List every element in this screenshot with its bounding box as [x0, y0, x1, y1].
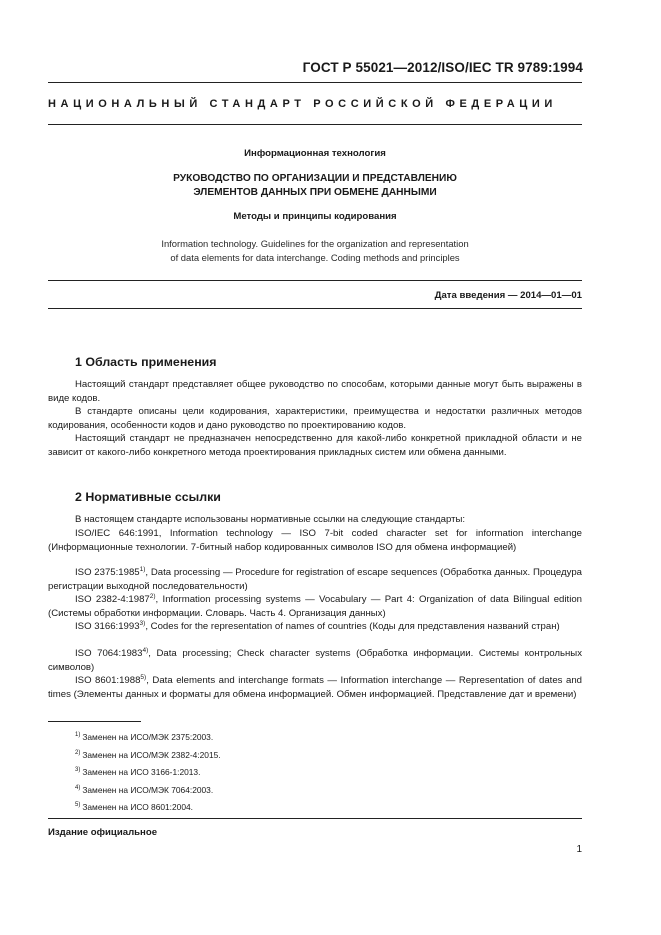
footnote-separator [48, 721, 141, 722]
footnote-mark: 5) [140, 673, 147, 681]
footnote: $^{3)}$ Заменен на ИСО 3166-1:2013. [75, 766, 201, 777]
national-standard-heading: НАЦИОНАЛЬНЫЙ СТАНДАРТ РОССИЙСКОЙ ФЕДЕРАЦИИ [48, 98, 557, 110]
main-title-line2: ЭЛЕМЕНТОВ ДАННЫХ ПРИ ОБМЕНЕ ДАННЫМИ [193, 187, 437, 198]
reference-item: ISO 2382-4:1987$^{2)}$, Information processing systems — Vocabulary — Part 4: Organization of data Bilingual edition (Системы обработки информации. Словарь. Часть 4. Организация данных) [48, 592, 582, 619]
main-title-line1: РУКОВОДСТВО ПО ОРГАНИЗАЦИИ И ПРЕДСТАВЛЕНИЮ [173, 173, 457, 184]
page-number: 1 [576, 844, 582, 855]
footnote: $^{1)}$ Заменен на ИСО/МЭК 2375:2003. [75, 731, 214, 742]
main-title [48, 172, 582, 200]
title-group: Информационная технология [244, 148, 386, 159]
title-rule [48, 280, 582, 281]
footnote: $^{2)}$ Заменен на ИСО/МЭК 2382-4:2015. [75, 749, 221, 760]
date-rule [48, 308, 582, 309]
header-rule [48, 82, 582, 83]
english-title-line1: Information technology. Guidelines for the organization and representation [161, 238, 469, 249]
section1-paragraph: В стандарте описаны цели кодирования, характеристики, преимущества и недостатки различных методов кодирования, особенности кодов и дано руководство по проектированию кодов. [48, 406, 582, 431]
section2-intro: В настоящем стандарте использованы нормативные ссылки на следующие стандарты: [75, 514, 466, 525]
footer-rule [48, 818, 582, 819]
footnotes [48, 727, 582, 815]
footnote: $^{5)}$ Заменен на ИСО 8601:2004. [75, 801, 193, 812]
standard-designation: ГОСТ Р 55021—2012/ISO/IEC TR 9789:1994 [302, 60, 583, 75]
reference-item: ISO 3166:1993$^{3)}$, Codes for the representation of names of countries (Коды для представления названий стран) [75, 619, 560, 632]
reference-item: ISO 8601:1988$^{5)}$, Data elements and interchange formats — Information interchange — Representation of dates and times (Элементы данных и форматы для обмена информацией. Обмен информацией. Представление дат и времени) [48, 673, 583, 700]
footnote: $^{4)}$ Заменен на ИСО/МЭК 7064:2003. [75, 784, 214, 795]
reference-item: ISO 7064:1983$^{4)}$, Data processing; Check character systems (Обработка информации. Системы контрольных символов) [48, 646, 582, 673]
footnote-mark: 4) [142, 646, 149, 654]
section1-paragraph: Настоящий стандарт представляет общее руководство по способам, которыми данные могут быть выражены в виде кодов. [48, 379, 582, 404]
footnote-mark: 2) [149, 592, 156, 600]
footnote-mark: 3) [139, 619, 146, 627]
english-title [48, 237, 582, 265]
section1-paragraph: Настоящий стандарт не предназначен непосредственно для какой-либо конкретной прикладной области и не зависит от какого-либо конкретного метода проектирования прикладных систем или обмена данными. [48, 433, 582, 458]
section2-heading: 2 Нормативные ссылки [75, 490, 221, 504]
reference-item: ISO/IEC 646:1991, Information technology — ISO 7-bit coded character set for information interchange (Информационные технологии. 7-битный набор кодированных символов ISO для обмена информацией) [48, 528, 582, 553]
official-edition-label: Издание официальное [48, 827, 158, 838]
reference-item: ISO 2375:1985$^{1)}$, Data processing — Procedure for registration of escape sequences (Обработка данных. Процедура регистрации выходной последовательности) [48, 565, 582, 592]
subtitle: Методы и принципы кодирования [233, 211, 397, 222]
introduction-date: Дата введения — 2014—01—01 [434, 290, 582, 301]
section1-heading: 1 Область применения [75, 355, 217, 369]
footnote-mark: 1) [139, 565, 146, 573]
english-title-line2: of data elements for data interchange. Coding methods and principles [170, 252, 460, 263]
header-rule-bottom [48, 124, 582, 125]
